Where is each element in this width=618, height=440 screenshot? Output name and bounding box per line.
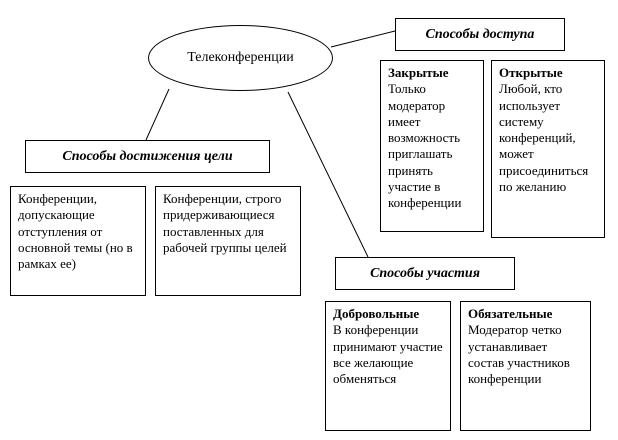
node-open-body: Любой, кто использует систему конференций, может присоединиться по желанию (499, 81, 589, 194)
node-voluntary-body: В конференции принимают участие все желающие обменяться (333, 322, 443, 386)
branch-header-participation-label: Способы участия (370, 265, 480, 281)
node-open (491, 60, 605, 238)
branch-header-access-label: Способы доступа (425, 26, 535, 42)
node-voluntary-title: Добровольные (333, 306, 420, 321)
node-closed-body: Только модератор имеет возможность приглашать принять участие в конференции (388, 81, 462, 210)
branch-header-goal-label: Способы достижения цели (62, 148, 233, 164)
node-obligatory-title: Обязательные (468, 306, 553, 321)
node-strict-topic (155, 186, 301, 296)
branch-header-participation (335, 257, 515, 290)
connector-root-to-access (331, 31, 395, 47)
node-strict-topic-body: Конференции, строго придерживающиеся поставленных для рабочей группы целей (163, 191, 287, 255)
root-node (148, 25, 333, 91)
branch-header-access (395, 18, 565, 51)
node-closed (380, 60, 484, 232)
node-free-topic-body: Конференции, допускающие отступления от основной темы (но в рамках ее) (18, 191, 133, 271)
node-free-topic (10, 186, 146, 296)
branch-header-goal (25, 140, 270, 173)
node-obligatory (460, 301, 591, 431)
root-label: Телеконференции (187, 50, 294, 65)
node-closed-title: Закрытые (388, 65, 449, 80)
node-obligatory-body: Модератор четко устанавливает состав участников конференции (468, 322, 570, 386)
node-open-title: Открытые (499, 65, 563, 80)
node-voluntary (325, 301, 451, 431)
connector-root-to-goal (146, 89, 169, 140)
